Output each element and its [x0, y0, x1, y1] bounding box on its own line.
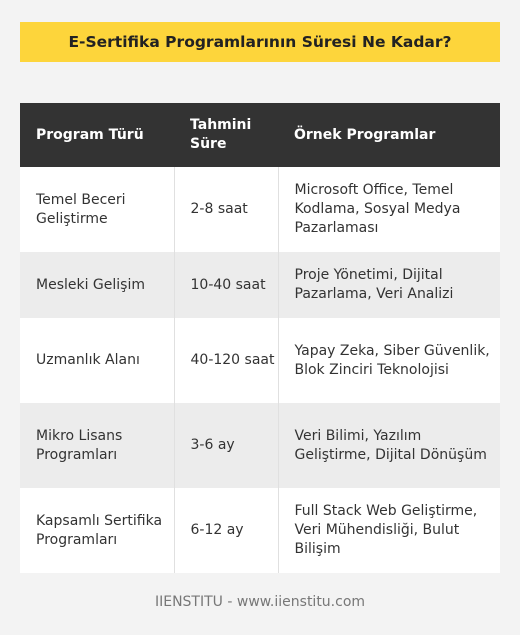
cell-examples: Yapay Zeka, Siber Güvenlik, Blok Zinciri Teknolojisi — [278, 318, 500, 403]
table-row — [20, 403, 500, 488]
header-program-type: Program Türü — [20, 103, 174, 167]
cell-program-type: Mesleki Gelişim — [20, 252, 174, 318]
cell-duration: 10-40 saat — [174, 252, 278, 318]
cell-examples: Veri Bilimi, Yazılım Geliştirme, Dijital Dönüşüm — [278, 403, 500, 488]
cell-examples: Microsoft Office, Temel Kodlama, Sosyal Medya Pazarlaması — [278, 167, 500, 252]
cell-duration: 6-12 ay — [174, 488, 278, 573]
cell-duration: 2-8 saat — [174, 167, 278, 252]
table-row — [20, 318, 500, 403]
cell-program-type: Kapsamlı Sertifika Programları — [20, 488, 174, 573]
header-example-programs: Örnek Programlar — [278, 103, 500, 167]
table-row — [20, 252, 500, 318]
header-estimated-duration: Tahmini Süre — [174, 103, 278, 167]
table-header-row — [20, 103, 500, 167]
cell-duration: 3-6 ay — [174, 403, 278, 488]
cell-examples: Full Stack Web Geliştirme, Veri Mühendisliği, Bulut Bilişim — [278, 488, 500, 573]
table-row — [20, 167, 500, 252]
duration-table — [20, 103, 500, 573]
page-title: E-Sertifika Programlarının Süresi Ne Kadar? — [20, 22, 500, 62]
footer-credit: IIENSTITU - www.iienstitu.com — [154, 594, 366, 610]
cell-examples: Proje Yönetimi, Dijital Pazarlama, Veri Analizi — [278, 252, 500, 318]
table-row — [20, 488, 500, 573]
cell-program-type: Mikro Lisans Programları — [20, 403, 174, 488]
cell-program-type: Uzmanlık Alanı — [20, 318, 174, 403]
cell-duration: 40-120 saat — [174, 318, 278, 403]
cell-program-type: Temel Beceri Geliştirme — [20, 167, 174, 252]
